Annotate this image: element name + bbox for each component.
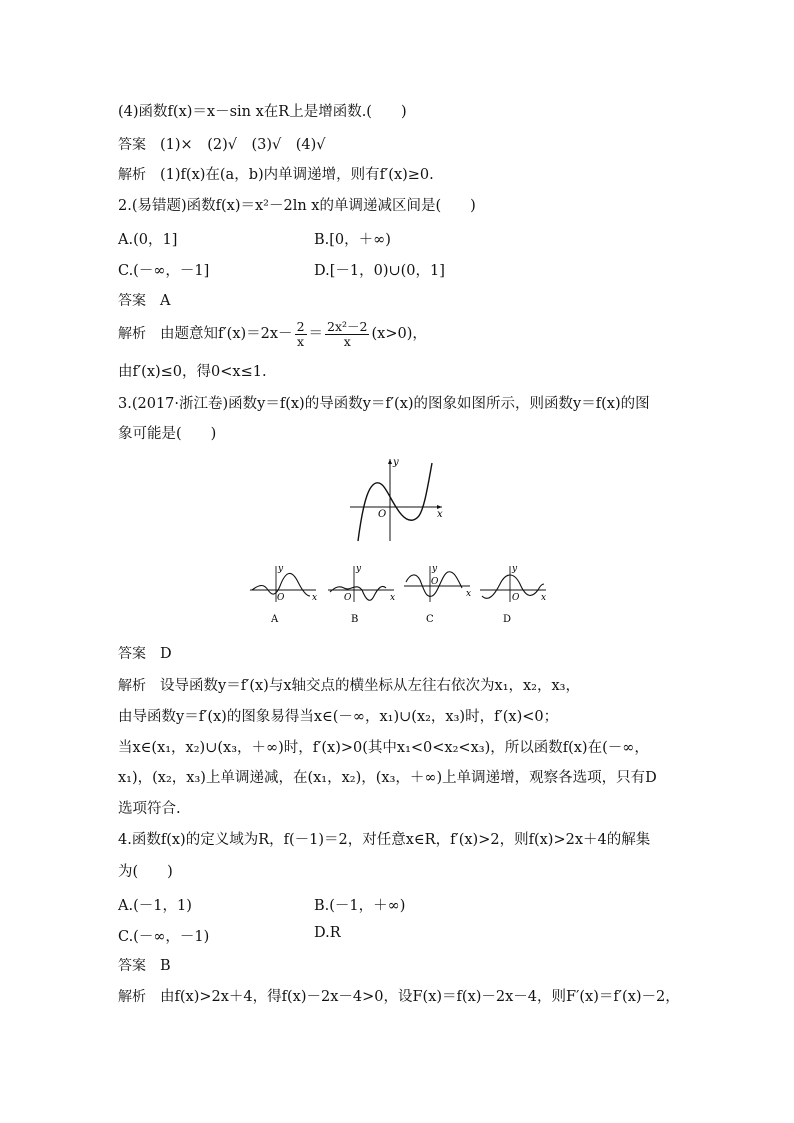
choice-label-a: A bbox=[271, 614, 279, 624]
choice-graph-a bbox=[248, 562, 320, 624]
answer-tag: 答案 bbox=[118, 958, 146, 974]
q4-option-b: B.(－1，＋∞) bbox=[314, 898, 406, 914]
x-axis-label: x bbox=[541, 593, 547, 603]
q2-option-b: B.[0，＋∞) bbox=[314, 232, 391, 248]
q3-analysis-line2: 由导函数y＝f′(x)的图象易得当x∈(－∞，x₁)∪(x₂，x₃)时，f′(x)<0； bbox=[118, 709, 559, 725]
q2-answer-line bbox=[118, 291, 170, 311]
choice-graph-d bbox=[478, 562, 550, 624]
fraction-denominator: x bbox=[343, 333, 351, 349]
q3-stem-line2: 象可能是( ) bbox=[118, 426, 217, 442]
y-axis-label: y bbox=[278, 564, 284, 574]
derivative-curve bbox=[358, 463, 432, 541]
q4-stem-line2: 为( ) bbox=[118, 864, 173, 880]
q4-analysis-line bbox=[118, 987, 680, 1007]
q3-answer: D bbox=[160, 646, 172, 662]
q4-answer: B bbox=[160, 958, 171, 974]
y-axis-arrow-icon bbox=[388, 459, 392, 464]
choice-curve bbox=[330, 586, 386, 600]
origin-label: O bbox=[512, 593, 520, 603]
q4-option-a: A.(－1，1) bbox=[118, 898, 192, 914]
q1-answer-line bbox=[118, 135, 326, 155]
q2-analysis-line bbox=[118, 318, 427, 350]
q3-analysis-line3: 当x∈(x₁，x₂)∪(x₃，＋∞)时，f′(x)>0(其中x₁<0<x₂<x₃)，所以函数f(x)在(－∞， bbox=[118, 740, 649, 756]
equals-sign: ＝ bbox=[308, 326, 324, 342]
answer-tag: 答案 bbox=[118, 137, 146, 153]
q3-stem-line1: 3.(2017·浙江卷)函数y＝f(x)的导函数y＝f′(x)的图象如图所示，则函数y＝f(x)的图 bbox=[118, 396, 650, 412]
x-axis-label: x bbox=[466, 589, 472, 599]
y-axis-label: y bbox=[512, 564, 518, 574]
choice-label-d: D bbox=[503, 614, 512, 624]
origin-label: O bbox=[431, 577, 439, 587]
fraction-2-over-x bbox=[295, 320, 307, 349]
q2-answer: A bbox=[160, 293, 171, 309]
q3-answer-line bbox=[118, 644, 172, 664]
q3-analysis-line5: 选项符合. bbox=[118, 801, 181, 817]
y-axis-label: y bbox=[393, 457, 399, 468]
choice-label-c: C bbox=[426, 614, 434, 624]
analysis-tag: 解析 bbox=[118, 326, 146, 342]
choice-graph-c bbox=[402, 562, 474, 624]
q2-analysis-suffix: (x>0)， bbox=[371, 326, 427, 342]
analysis-tag: 解析 bbox=[118, 989, 146, 1005]
q4-stem-line1: 4.函数f(x)的定义域为R，f(－1)＝2，对任意x∈R，f′(x)>2，则f(x)>2x＋4的解集 bbox=[118, 832, 651, 848]
choice-graph-b bbox=[326, 562, 398, 624]
answer-tag: 答案 bbox=[118, 646, 146, 662]
q2-option-d: D.[－1，0)∪(0，1] bbox=[314, 263, 445, 279]
q3-analysis-text: 设导函数y＝f′(x)与x轴交点的横坐标从左往右依次为x₁，x₂，x₃， bbox=[160, 678, 580, 694]
y-axis-label: y bbox=[356, 564, 362, 574]
q4-option-c: C.(－∞，－1) bbox=[118, 929, 210, 945]
answer-tag: 答案 bbox=[118, 293, 146, 309]
q1-analysis: (1)f(x)在(a，b)内单调递增，则有f′(x)≥0. bbox=[160, 167, 434, 183]
x-axis-label: x bbox=[437, 509, 443, 520]
q3-analysis-line4: x₁)，(x₂，x₃)上单调递减，在(x₁，x₂)，(x₃，＋∞)上单调递增，观察各选项，只有D bbox=[118, 770, 657, 786]
q2-option-a: A.(0，1] bbox=[118, 232, 178, 248]
origin-label: O bbox=[378, 509, 387, 520]
q3-analysis-line1 bbox=[118, 676, 580, 696]
q4-analysis-text: 由f(x)>2x＋4，得f(x)－2x－4>0，设F(x)＝f(x)－2x－4，则F′(x)＝f′(x)－2， bbox=[160, 989, 680, 1005]
fraction-denominator: x bbox=[297, 333, 305, 349]
q2-stem: 2.(易错题)函数f(x)＝x²－2ln x的单调递减区间是( ) bbox=[118, 198, 476, 214]
q2-option-c: C.(－∞，－1] bbox=[118, 263, 210, 279]
q1-answer: (1)× (2)√ (3)√ (4)√ bbox=[160, 137, 326, 153]
choice-label-b: B bbox=[351, 614, 359, 624]
q2-analysis-line2: 由f′(x)≤0，得0<x≤1. bbox=[118, 364, 267, 380]
origin-label: O bbox=[344, 593, 352, 603]
q2-analysis-prefix: 由题意知f′(x)＝2x－ bbox=[160, 326, 293, 342]
derivative-graph bbox=[346, 455, 446, 543]
analysis-tag: 解析 bbox=[118, 167, 146, 183]
analysis-tag: 解析 bbox=[118, 678, 146, 694]
fraction-numerator: 2x²－2 bbox=[327, 318, 368, 334]
x-axis-label: x bbox=[390, 593, 396, 603]
y-axis-label: y bbox=[432, 564, 438, 574]
fraction-numerator: 2 bbox=[296, 318, 305, 334]
q1-analysis-line bbox=[118, 165, 434, 185]
origin-label: O bbox=[277, 593, 285, 603]
q1-item4: (4)函数f(x)＝x－sin x在R上是增函数.( ) bbox=[118, 104, 407, 120]
x-axis-label: x bbox=[312, 593, 318, 603]
q4-option-d: D.R bbox=[314, 925, 341, 941]
q4-answer-line bbox=[118, 956, 171, 976]
fraction-2x2-2-over-x bbox=[325, 320, 369, 349]
